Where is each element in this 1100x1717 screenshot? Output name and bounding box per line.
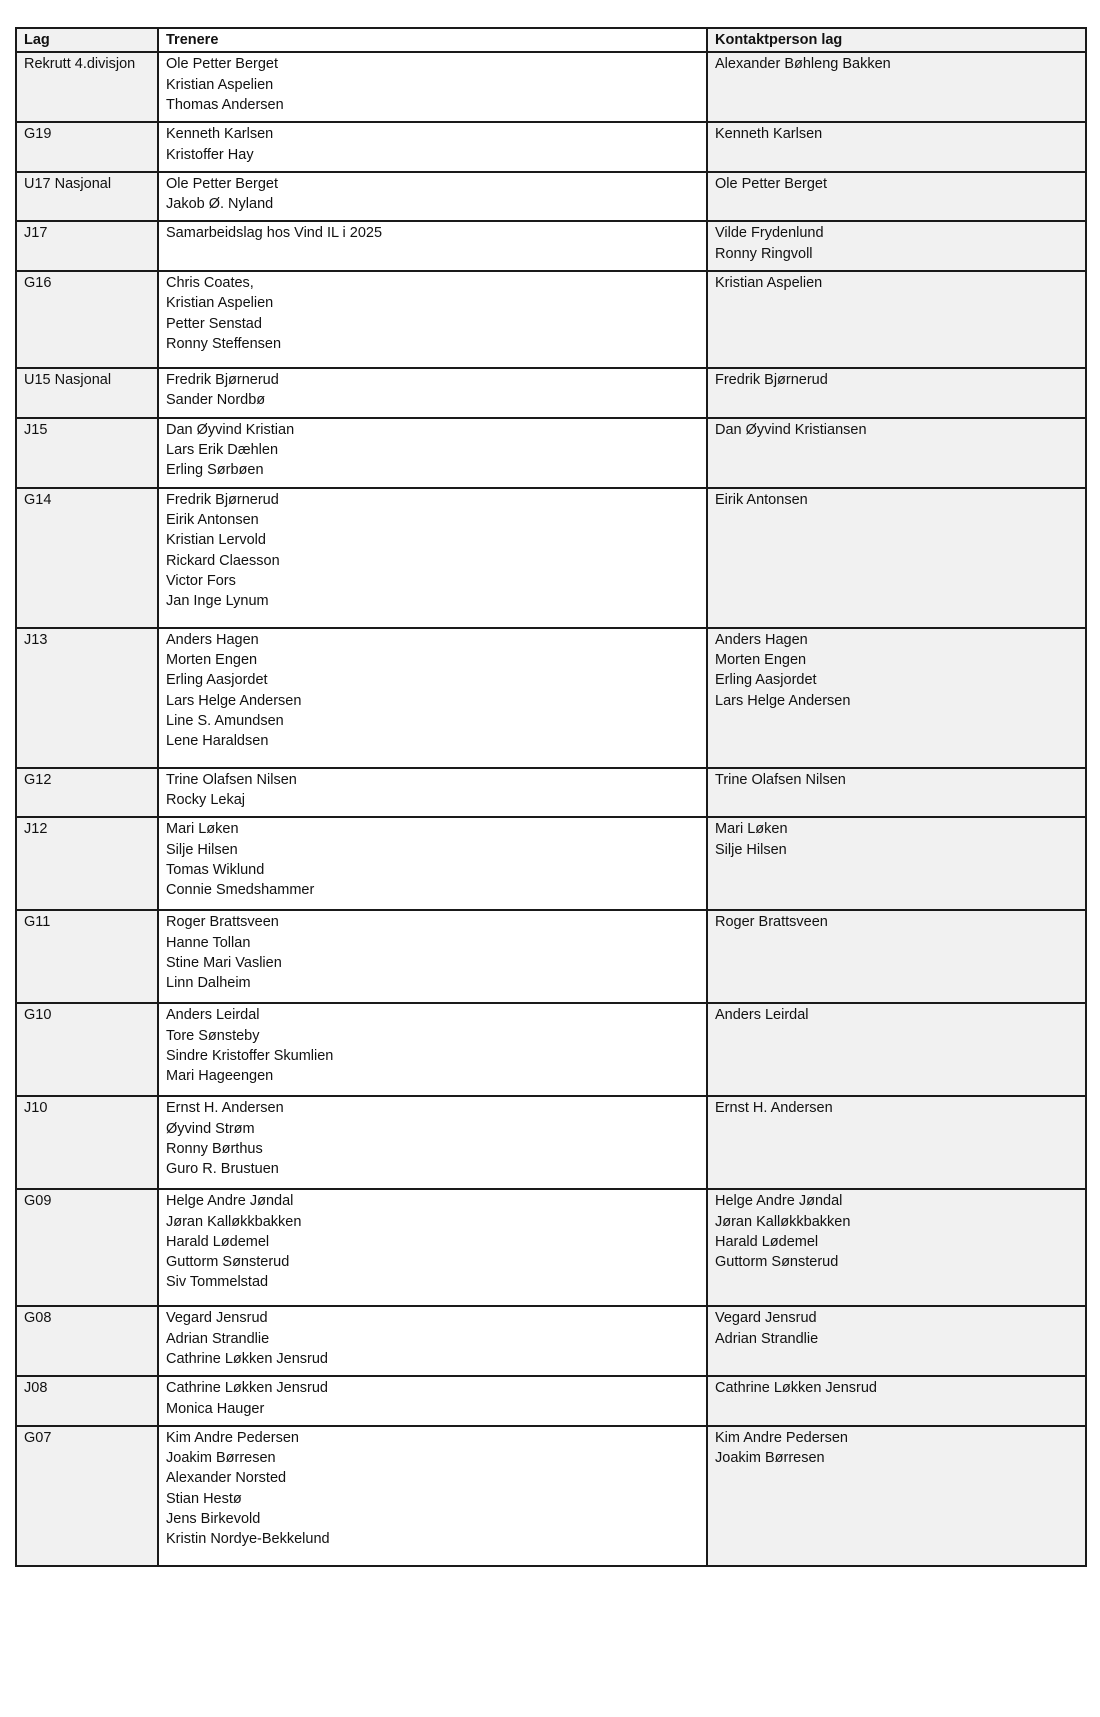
- contact-person-name: Guttorm Sønsterud: [715, 1254, 839, 1271]
- coach-name: Kristian Aspelien: [166, 295, 274, 312]
- coaches-cell: [158, 488, 707, 628]
- contact-person-name: Vegard Jensrud: [715, 1310, 817, 1327]
- coach-name: Erling Aasjordet: [166, 672, 268, 689]
- coach-name: Petter Senstad: [166, 315, 262, 332]
- coaches-cell: [158, 1426, 707, 1566]
- coach-name: Siv Tommelstad: [166, 1274, 269, 1291]
- table-row: [16, 271, 1086, 368]
- contact-person-name: Anders Hagen: [715, 631, 808, 648]
- contact-person-cell: [707, 488, 1086, 628]
- team-name-cell: G16: [16, 271, 158, 368]
- coach-name: Kristian Aspelien: [166, 76, 274, 93]
- coach-name: Joakim Børresen: [166, 1450, 276, 1467]
- contact-person-name: Kim Andre Pedersen: [715, 1429, 848, 1446]
- coach-name: Stian Hestø: [166, 1490, 242, 1507]
- table-row: [16, 488, 1086, 628]
- contact-person-name: Ronny Ringvoll: [715, 245, 813, 262]
- contact-person-name: Harald Lødemel: [715, 1233, 819, 1250]
- contact-person-cell: [707, 1376, 1086, 1426]
- coach-name: Kristin Nordye-Bekkelund: [166, 1531, 330, 1548]
- coach-name: Anders Leirdal: [166, 1007, 260, 1024]
- contact-person-cell: [707, 122, 1086, 172]
- table-row: [16, 1376, 1086, 1426]
- coach-name: Mari Hageengen: [166, 1068, 274, 1085]
- coach-name: Hanne Tollan: [166, 934, 251, 951]
- coach-name: Kristian Lervold: [166, 532, 266, 549]
- team-name-cell: Rekrutt 4.divisjon: [16, 52, 158, 122]
- coach-name: Monica Hauger: [166, 1400, 265, 1417]
- coaches-cell: [158, 1096, 707, 1189]
- contact-person-cell: [707, 1306, 1086, 1376]
- contact-person-cell: [707, 1003, 1086, 1096]
- coaches-cell: [158, 52, 707, 122]
- contact-person-name: Trine Olafsen Nilsen: [715, 771, 846, 788]
- header-row: [16, 28, 1086, 52]
- coach-name: Mari Løken: [166, 821, 239, 838]
- contact-person-name: Cathrine Løkken Jensrud: [715, 1380, 877, 1397]
- coaches-cell: [158, 122, 707, 172]
- team-name-cell: G11: [16, 910, 158, 1003]
- coaches-cell: [158, 1376, 707, 1426]
- coach-name: Guro R. Brustuen: [166, 1161, 279, 1178]
- contact-person-cell: [707, 418, 1086, 488]
- coach-name: Ole Petter Berget: [166, 175, 279, 192]
- team-name-cell: G08: [16, 1306, 158, 1376]
- coach-name: Fredrik Bjørnerud: [166, 372, 279, 389]
- contact-person-name: Roger Brattsveen: [715, 914, 828, 931]
- coach-name: Lars Erik Dæhlen: [166, 441, 279, 458]
- coaches-cell: [158, 1306, 707, 1376]
- team-name-cell: U17 Nasjonal: [16, 172, 158, 222]
- contact-person-cell: [707, 271, 1086, 368]
- roster-body: [16, 52, 1086, 1566]
- column-header-lag: Lag: [16, 28, 158, 52]
- table-row: [16, 1306, 1086, 1376]
- table-row: [16, 1003, 1086, 1096]
- contact-person-name: Anders Leirdal: [715, 1007, 809, 1024]
- table-row: [16, 122, 1086, 172]
- coach-name: Roger Brattsveen: [166, 914, 279, 931]
- team-name-cell: J13: [16, 628, 158, 768]
- coach-name: Kim Andre Pedersen: [166, 1429, 299, 1446]
- coach-name: Erling Sørbøen: [166, 462, 264, 479]
- contact-person-name: Alexander Bøhleng Bakken: [715, 56, 891, 73]
- team-name-cell: J12: [16, 817, 158, 910]
- contact-person-name: Morten Engen: [715, 651, 807, 668]
- coaches-cell: [158, 221, 707, 271]
- contact-person-cell: [707, 1096, 1086, 1189]
- coach-name: Victor Fors: [166, 572, 236, 589]
- coach-name: Ernst H. Andersen: [166, 1100, 284, 1117]
- team-name-cell: U15 Nasjonal: [16, 368, 158, 418]
- coach-name: Kristoffer Hay: [166, 146, 254, 163]
- coach-name: Ronny Børthus: [166, 1140, 263, 1157]
- contact-person-cell: [707, 768, 1086, 818]
- contact-person-cell: [707, 52, 1086, 122]
- coach-name: Lars Helge Andersen: [166, 692, 302, 709]
- contact-person-name: Adrian Strandlie: [715, 1330, 819, 1347]
- contact-person-cell: [707, 817, 1086, 910]
- contact-person-cell: [707, 910, 1086, 1003]
- team-name-cell: J08: [16, 1376, 158, 1426]
- team-name-cell: G12: [16, 768, 158, 818]
- coach-name: Tore Sønsteby: [166, 1027, 260, 1044]
- coach-name: Sindre Kristoffer Skumlien: [166, 1047, 334, 1064]
- contact-person-name: Kenneth Karlsen: [715, 126, 823, 143]
- coaches-cell: [158, 910, 707, 1003]
- coach-name: Jens Birkevold: [166, 1511, 261, 1528]
- contact-person-name: Lars Helge Andersen: [715, 692, 851, 709]
- table-row: [16, 1189, 1086, 1306]
- coach-name: Cathrine Løkken Jensrud: [166, 1350, 328, 1367]
- coach-name: Jøran Kalløkkbakken: [166, 1213, 302, 1230]
- coach-name: Adrian Strandlie: [166, 1330, 270, 1347]
- table-row: [16, 910, 1086, 1003]
- table-row: [16, 628, 1086, 768]
- contact-person-name: Eirik Antonsen: [715, 491, 808, 508]
- coaches-cell: [158, 271, 707, 368]
- coach-name: Harald Lødemel: [166, 1233, 270, 1250]
- coach-name: Thomas Andersen: [166, 96, 284, 113]
- contact-person-name: Ernst H. Andersen: [715, 1100, 833, 1117]
- contact-person-name: Mari Løken: [715, 821, 788, 838]
- table-row: [16, 1096, 1086, 1189]
- contact-person-name: Joakim Børresen: [715, 1450, 825, 1467]
- team-name-cell: J15: [16, 418, 158, 488]
- coach-name: Morten Engen: [166, 651, 258, 668]
- table-row: [16, 418, 1086, 488]
- coach-name: Linn Dalheim: [166, 975, 251, 992]
- coach-name: Alexander Norsted: [166, 1470, 287, 1487]
- coaches-cell: [158, 817, 707, 910]
- table-row: [16, 172, 1086, 222]
- table-row: [16, 768, 1086, 818]
- column-header-trenere: Trenere: [158, 28, 707, 52]
- coach-name: Jan Inge Lynum: [166, 593, 269, 610]
- team-name-cell: G19: [16, 122, 158, 172]
- coach-name: Cathrine Løkken Jensrud: [166, 1380, 328, 1397]
- table-row: [16, 52, 1086, 122]
- contact-person-cell: [707, 221, 1086, 271]
- coaches-cell: [158, 172, 707, 222]
- coaches-cell: [158, 628, 707, 768]
- coach-name: Line S. Amundsen: [166, 712, 284, 729]
- coach-name: Øyvind Strøm: [166, 1120, 255, 1137]
- coach-name: Anders Hagen: [166, 631, 259, 648]
- contact-person-cell: [707, 1189, 1086, 1306]
- contact-person-name: Jøran Kalløkkbakken: [715, 1213, 851, 1230]
- contact-person-cell: [707, 172, 1086, 222]
- table-row: [16, 817, 1086, 910]
- coach-name: Stine Mari Vaslien: [166, 954, 282, 971]
- contact-person-name: Ole Petter Berget: [715, 175, 828, 192]
- coach-name: Ole Petter Berget: [166, 56, 279, 73]
- contact-person-name: Silje Hilsen: [715, 841, 787, 858]
- coach-name: Vegard Jensrud: [166, 1310, 268, 1327]
- coaches-cell: [158, 418, 707, 488]
- contact-person-name: Fredrik Bjørnerud: [715, 372, 828, 389]
- coaches-cell: [158, 1003, 707, 1096]
- team-name-cell: J17: [16, 221, 158, 271]
- table-row: [16, 368, 1086, 418]
- coach-name: Sander Nordbø: [166, 392, 266, 409]
- coach-name: Kenneth Karlsen: [166, 126, 274, 143]
- coaches-cell: [158, 768, 707, 818]
- coach-name: Fredrik Bjørnerud: [166, 491, 279, 508]
- coach-name: Silje Hilsen: [166, 841, 238, 858]
- table-row: [16, 1426, 1086, 1566]
- coaches-cell: [158, 368, 707, 418]
- coaches-cell: [158, 1189, 707, 1306]
- coach-roster-table: [15, 27, 1087, 1567]
- coach-name: Ronny Steffensen: [166, 335, 282, 352]
- coach-name: Dan Øyvind Kristian: [166, 421, 295, 438]
- coach-name: Chris Coates,: [166, 275, 254, 292]
- column-header-kontaktperson: Kontaktperson lag: [707, 28, 1086, 52]
- team-name-cell: G09: [16, 1189, 158, 1306]
- contact-person-name: Erling Aasjordet: [715, 672, 817, 689]
- contact-person-cell: [707, 368, 1086, 418]
- coach-name: Rocky Lekaj: [166, 791, 245, 808]
- coach-name: Connie Smedshammer: [166, 882, 315, 899]
- table-row: [16, 221, 1086, 271]
- team-name-cell: J10: [16, 1096, 158, 1189]
- coach-name: Guttorm Sønsterud: [166, 1254, 290, 1271]
- contact-person-name: Vilde Frydenlund: [715, 225, 824, 242]
- coach-name: Samarbeidslag hos Vind IL i 2025: [166, 225, 383, 242]
- coach-name: Lene Haraldsen: [166, 733, 269, 750]
- coach-name: Tomas Wiklund: [166, 861, 265, 878]
- contact-person-name: Helge Andre Jøndal: [715, 1193, 843, 1210]
- contact-person-name: Dan Øyvind Kristiansen: [715, 421, 867, 438]
- coach-name: Rickard Claesson: [166, 552, 280, 569]
- team-name-cell: G07: [16, 1426, 158, 1566]
- coach-name: Jakob Ø. Nyland: [166, 196, 274, 213]
- team-name-cell: G14: [16, 488, 158, 628]
- coach-name: Helge Andre Jøndal: [166, 1193, 294, 1210]
- contact-person-cell: [707, 1426, 1086, 1566]
- team-name-cell: G10: [16, 1003, 158, 1096]
- coach-name: Trine Olafsen Nilsen: [166, 771, 297, 788]
- contact-person-cell: [707, 628, 1086, 768]
- contact-person-name: Kristian Aspelien: [715, 275, 823, 292]
- coach-name: Eirik Antonsen: [166, 511, 259, 528]
